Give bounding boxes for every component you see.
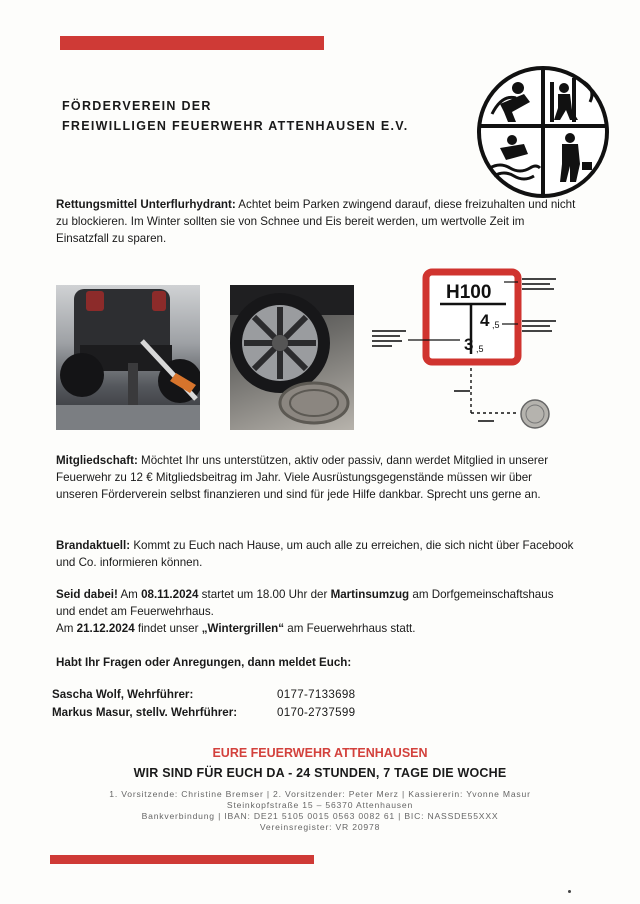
footer-bank-line: Bankverbindung | IBAN: DE21 5105 0015 0563 0082 61 | BIC: NASSDE55XXX [141,811,499,821]
brandaktuell-text: Kommt zu Euch nach Hause, um auch alle zu erreichen, die sich nicht über Facebook und Co. informieren können. [56,539,574,569]
footer-slogan: WIR SIND FÜR EUCH DA - 24 STUNDEN, 7 TAGE DIE WOCHE [133,766,507,780]
hydrant-sign-diagram [368,268,564,432]
scan-dot [568,890,571,893]
events-label: Seid dabei! [56,588,118,601]
event-date-2: 21.12.2024 [76,622,135,635]
mitgliedschaft-label: Mitgliedschaft: [56,454,138,467]
footer-address-line: Steinkopfstraße 15 – 56370 Attenhausen [226,800,414,810]
feuerwehr-emblem-icon [472,64,614,200]
organization-name [62,96,409,136]
car-on-hydrant-photo [56,285,200,430]
wheel-on-hydrant-cover-photo [230,285,354,430]
brandaktuell-paragraph [56,537,576,571]
questions-line: Habt Ihr Fragen oder Anregungen, dann meldet Euch: [56,656,352,669]
event-date-1: 08.11.2024 [141,588,199,601]
events-text-6: am Feuerwehrhaus statt. [284,622,416,635]
org-line-2: FREIWILLIGEN FEUERWEHR ATTENHAUSEN E.V. [62,119,409,133]
events-paragraph [56,586,576,637]
rettungsmittel-label: Rettungsmittel Unterflurhydrant: [56,198,236,211]
events-text-2: startet um 18.00 Uhr der [198,588,331,601]
hydrant-sign-bottom-value: 3 [464,335,474,354]
contact-name: Markus Masur, stellv. Wehrführer: [52,706,238,719]
events-text-3: am Dorfgemeinschaftshaus und endet am Feuerwehrhaus. [56,588,554,618]
org-line-1: FÖRDERVEREIN DER [62,99,212,113]
footer-board-line: 1. Vorsitzende: Christine Bremser | 2. Vorsitzender: Peter Merz | Kassiererin: Yvonne Masur [109,789,531,799]
event-name-1: Martinsumzug [330,588,410,601]
rettungsmittel-paragraph [56,196,576,247]
contact-phone: 0170-2737599 [277,706,356,719]
hydrant-sign-right-sub: ,5 [492,320,500,330]
hydrant-sign-right-value: 4 [480,311,490,330]
brandaktuell-label: Brandaktuell: [56,539,131,552]
contact-name: Sascha Wolf, Wehrführer: [52,688,194,701]
mitgliedschaft-paragraph [56,452,576,503]
contact-phone: 0177-7133698 [277,688,356,701]
footer-register-line: Vereinsregister: VR 20978 [259,822,381,832]
footer-red-title: EURE FEUERWEHR ATTENHAUSEN [212,746,428,760]
events-text-4: Am [56,622,77,635]
top-red-bar [60,36,324,50]
event-name-2: „Wintergrillen“ [201,622,285,635]
bottom-red-bar [50,855,314,864]
events-text-1: Am [117,588,142,601]
hydrant-sign-top: H100 [446,282,492,303]
mitgliedschaft-text: Möchtet Ihr uns unterstützen, aktiv oder passiv, dann werdet Mitglied in unserer Feuerwehr zu 12 € Mitgliedsbeitrag im Jahr. Viele Ausrüstungsgegenstände müssen wir über unseren Förderverein selbst finanzieren und sind für jede Hilfe dankbar. Sprecht uns gerne an. [56,454,549,501]
events-text-5: findet unser [134,622,202,635]
hydrant-sign-bottom-sub: ,5 [476,344,484,354]
rettungsmittel-text: Achtet beim Parken zwingend darauf, diese freizuhalten und nicht zu blockieren. Im Winter sollten sie von Schnee und Eis bereit werden, um wertvolle Zeit im Einsatzfall zu sparen. [56,198,576,245]
